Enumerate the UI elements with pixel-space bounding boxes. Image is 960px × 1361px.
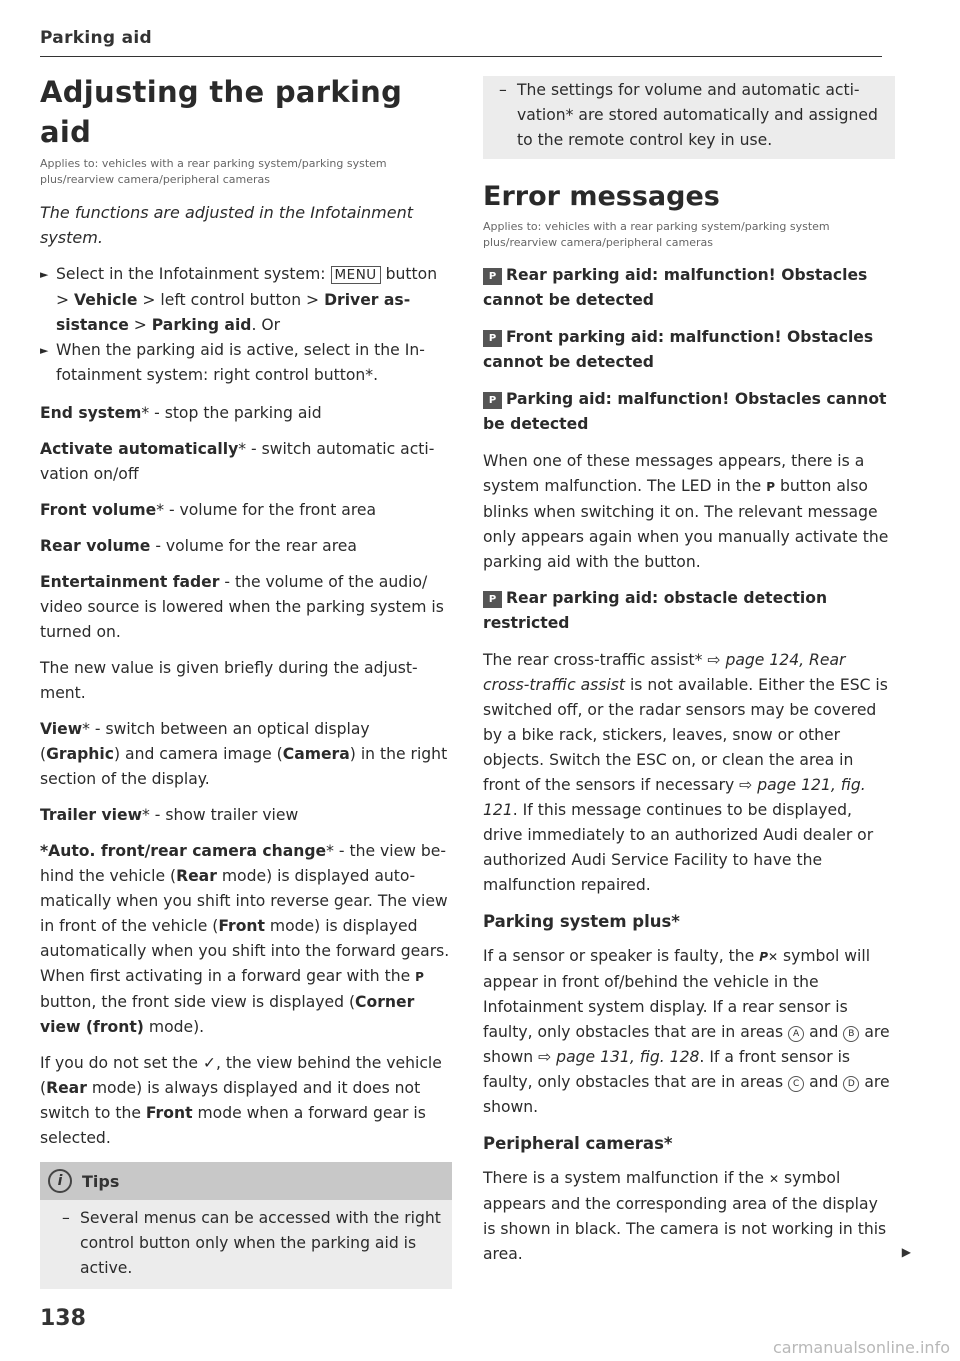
info-icon: i	[48, 1169, 72, 1193]
view-definition: View* - switch between an optical display (Graphic) and camera image (Camera) in the right section of the display.	[40, 720, 448, 788]
checkbox-note: If you do not set the ✓, the view behind the vehicle (Rear mode) is always displayed and it does not switch to the Front mode when a forward gear is selected.	[40, 1054, 442, 1147]
right-column	[483, 76, 911, 1278]
continue-arrow-icon: ▶	[901, 1245, 911, 1259]
instruction-step-2: ► When the parking aid is active, select in the Infotainment system: right control button*.	[40, 338, 452, 388]
tips-box	[40, 1200, 452, 1289]
page-number: 138	[40, 1306, 86, 1331]
error-message-restricted: P Rear parking aid: obstacle detection restricted	[483, 589, 828, 632]
peripheral-cameras-heading: Peripheral cameras*	[483, 1134, 673, 1153]
header-rule	[40, 56, 882, 57]
new-value-note: The new value is given briefly during the adjustment.	[40, 659, 418, 702]
section-header: Parking aid	[40, 28, 152, 48]
section-title: Adjusting the parking aid	[40, 75, 403, 149]
camera-fault-icon: ✕	[768, 1172, 780, 1186]
page-reference-link[interactable]: ⇨ page 124, Rear cross-traffic assist	[483, 651, 846, 694]
storage-note-box	[483, 76, 895, 159]
step-arrow-icon: ►	[40, 268, 49, 281]
camera-fault-paragraph: There is a system malfunction if the ✕ symbol appears and the corresponding area of the display is shown in black. The camera is not working in this area. ▶	[483, 1169, 911, 1263]
tip-item: – Several menus can be accessed with the right control button only when the parking aid is active.	[62, 1209, 441, 1277]
checkmark-icon: ✓	[202, 1054, 216, 1072]
error-message-rear: P Rear parking aid: malfunction! Obstacles cannot be detected	[483, 266, 868, 309]
sensor-fault-icon: P✕	[759, 950, 779, 964]
area-c-marker: C	[788, 1076, 804, 1092]
left-column	[40, 72, 452, 1289]
tips-label: Tips	[82, 1171, 120, 1191]
storage-note: – The settings for volume and automatic activation* are stored automatically and assigned to the remote control key in use.	[499, 81, 878, 149]
parking-warning-icon: P	[483, 330, 502, 347]
area-a-marker: A	[788, 1026, 804, 1042]
definition-item: Activate automatically* - switch automatic activation on/off	[40, 440, 435, 483]
parking-system-plus-heading: Parking system plus*	[483, 912, 680, 931]
parking-warning-icon: P	[483, 392, 502, 409]
error-message-front: P Front parking aid: malfunction! Obstacles cannot be detected	[483, 328, 874, 371]
definition-item: Entertainment fader - the volume of the audio/ video source is lowered when the parking system is turned on.	[40, 573, 444, 641]
applies-to-note: Applies to: vehicles with a rear parking system/parking system plus/rearview camera/peripheral cameras	[40, 157, 387, 186]
parking-button-icon: P	[766, 480, 776, 494]
applies-to-note: Applies to: vehicles with a rear parking system/parking system plus/rearview camera/peripheral cameras	[483, 220, 830, 249]
trailer-view-definition: Trailer view* - show trailer view	[40, 806, 299, 824]
area-d-marker: D	[843, 1076, 859, 1092]
tips-header	[40, 1162, 452, 1200]
definition-item: Rear volume - volume for the rear area	[40, 537, 357, 555]
definition-item: End system* - stop the parking aid	[40, 404, 322, 422]
page-reference-link[interactable]: ⇨ page 131, fig. 128	[538, 1048, 700, 1066]
menu-key: MENU	[331, 266, 381, 284]
parking-button-icon: P	[415, 970, 424, 984]
definition-item: Front volume* - volume for the front area	[40, 501, 377, 519]
sensor-fault-paragraph: If a sensor or speaker is faulty, the P✕ symbol will appear in front of/behind the vehicle in the Infotainment system display. If a rear sensor is faulty, only obstacles that are in areas A and B are shown ⇨ page 131, fig. 128. If a front sensor is faulty, only obstacles that are in areas C and D are shown.	[483, 947, 890, 1116]
error-message-general: P Parking aid: malfunction! Obstacles cannot be detected	[483, 390, 887, 433]
step-arrow-icon: ►	[40, 344, 49, 357]
page-reference-link[interactable]: ⇨ page 121, fig. 121	[483, 776, 866, 819]
site-watermark: carmanualsonline.info	[772, 1338, 950, 1357]
intro-text: The functions are adjusted in the Infotainment system.	[40, 203, 413, 247]
instruction-step-1: ► Select in the Infotainment system: MENU button > Vehicle > left control button > Driver assistance > Parking aid. Or	[40, 262, 452, 338]
area-b-marker: B	[843, 1026, 859, 1042]
parking-warning-icon: P	[483, 591, 502, 608]
cross-traffic-paragraph: The rear cross-traffic assist* ⇨ page 124, Rear cross-traffic assist is not available. Either the ESC is switched off, or the radar sensors may be covered by a bike rack, stickers, leaves, snow or other objects. Switch the ESC on, or clean the area in front of the sensors if necessary ⇨ page 121, fig. 121. If this message continues to be displayed, drive immediately to an authorized Audi dealer or authorized Audi Service Facility to have the malfunction repaired.	[483, 651, 888, 894]
parking-warning-icon: P	[483, 268, 502, 285]
malfunction-paragraph: When one of these messages appears, there is a system malfunction. The LED in the P button also blinks when switching it on. The relevant message only appears again when you manually activate the parking aid with the button.	[483, 452, 889, 571]
auto-camera-change-definition: *Auto. front/rear camera change* - the view behind the vehicle (Rear mode) is displayed automatically when you shift into reverse gear. The view in front of the vehicle (Front mode) is displayed automatically when you shift into the forward gears. When first activating in a forward gear with the P button, the front side view is displayed (Corner view (front) mode).	[40, 842, 450, 1036]
error-messages-title: Error messages	[483, 181, 720, 212]
